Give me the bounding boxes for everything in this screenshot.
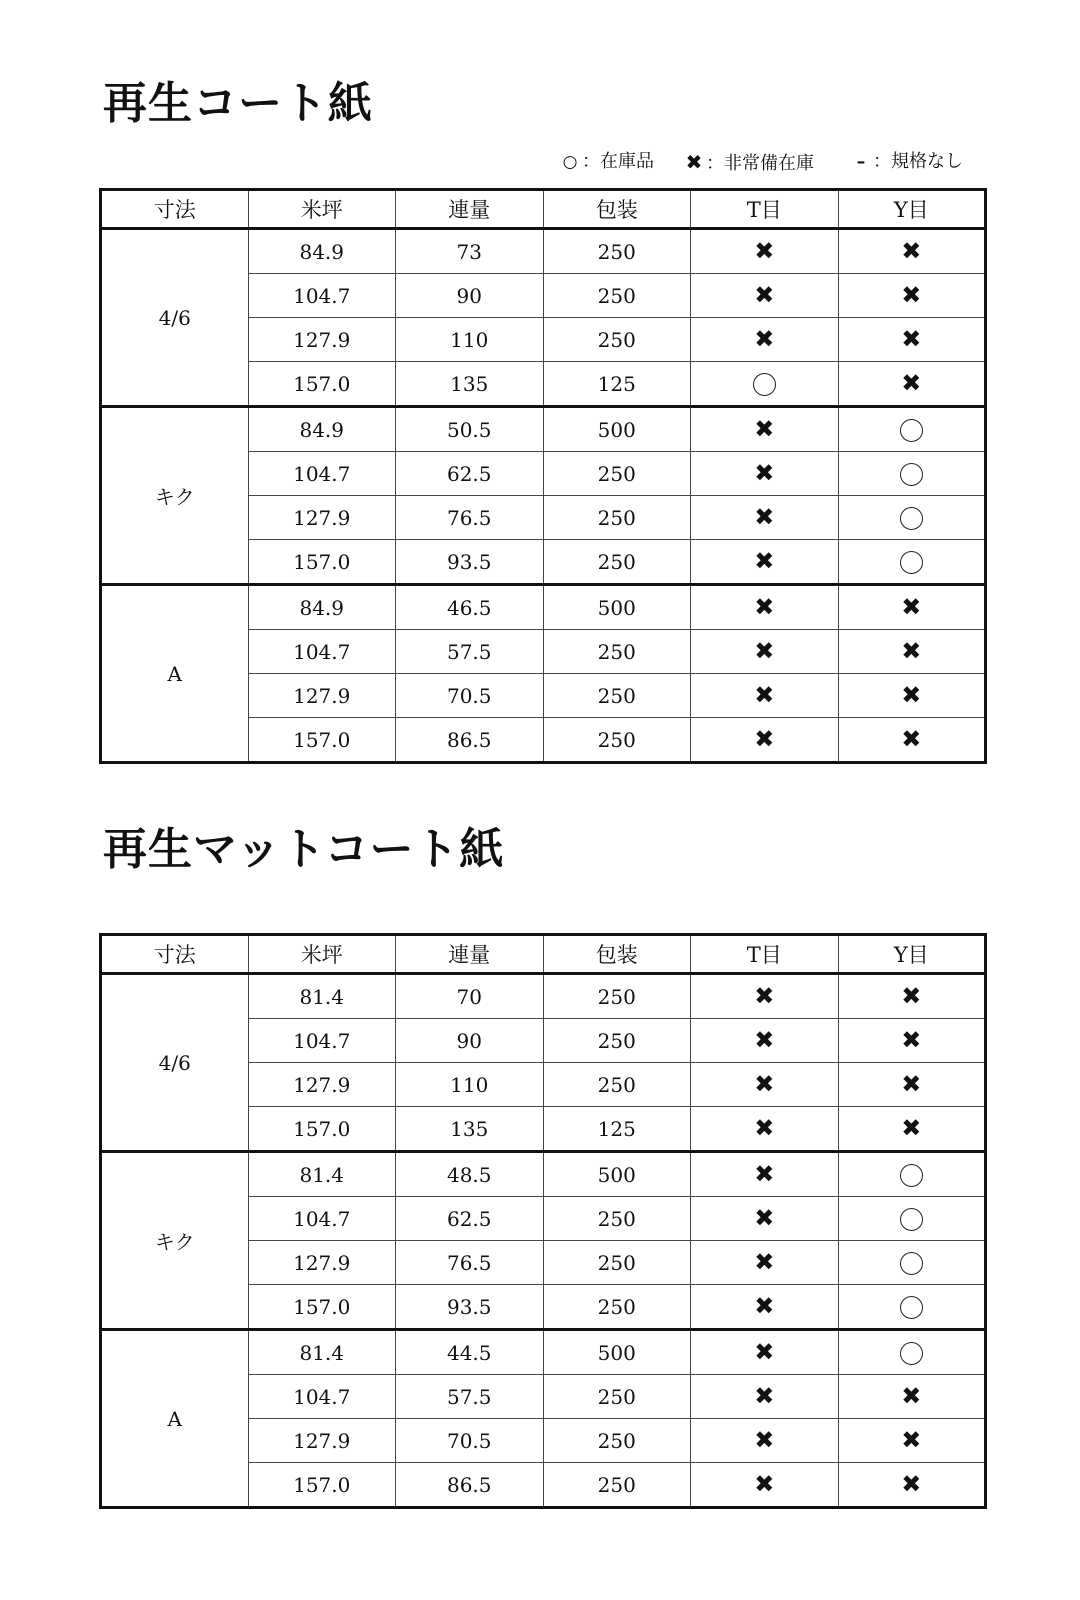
- cross-icon: ✖: [901, 982, 922, 1010]
- table-row: [101, 1330, 986, 1375]
- t-grain-cell: [691, 1241, 839, 1285]
- t-grain-cell: [691, 674, 839, 718]
- col-header-y-grain: Y目: [838, 935, 986, 974]
- basis-weight-cell: 127.9: [248, 1063, 396, 1107]
- col-header-size: 寸法: [101, 935, 249, 974]
- y-grain-cell: [838, 1063, 986, 1107]
- ream-weight-cell: 93.5: [396, 540, 544, 585]
- y-grain-cell: [838, 630, 986, 674]
- basis-weight-cell: 127.9: [248, 496, 396, 540]
- cross-icon: ✖: [754, 547, 775, 575]
- cross-icon: ✖: [754, 325, 775, 353]
- ream-weight-cell: 62.5: [396, 452, 544, 496]
- y-grain-cell: [838, 1152, 986, 1197]
- t-grain-cell: [691, 452, 839, 496]
- cross-icon: ✖: [754, 1070, 775, 1098]
- basis-weight-cell: 157.0: [248, 1285, 396, 1330]
- size-cell: キク: [101, 407, 249, 585]
- ream-weight-cell: 76.5: [396, 496, 544, 540]
- basis-weight-cell: 81.4: [248, 1152, 396, 1197]
- package-cell: 250: [543, 974, 691, 1019]
- t-grain-cell: [691, 318, 839, 362]
- cross-icon: ✖: [901, 1070, 922, 1098]
- circle-icon: [900, 419, 923, 442]
- cross-icon: ✖: [754, 1248, 775, 1276]
- circle-icon: [900, 507, 923, 530]
- package-cell: 250: [543, 1241, 691, 1285]
- y-grain-cell: [838, 974, 986, 1019]
- basis-weight-cell: 84.9: [248, 407, 396, 452]
- cross-icon: ✖: [901, 1382, 922, 1410]
- cross-icon: ✖: [685, 150, 703, 174]
- t-grain-cell: [691, 1063, 839, 1107]
- ream-weight-cell: 73: [396, 229, 544, 274]
- ream-weight-cell: 135: [396, 362, 544, 407]
- t-grain-cell: [691, 274, 839, 318]
- y-grain-cell: [838, 1197, 986, 1241]
- t-grain-cell: [691, 1463, 839, 1508]
- ream-weight-cell: 70.5: [396, 1419, 544, 1463]
- y-grain-cell: [838, 718, 986, 763]
- circle-icon: [900, 463, 923, 486]
- circle-icon: [900, 1342, 923, 1365]
- ream-weight-cell: 44.5: [396, 1330, 544, 1375]
- y-grain-cell: [838, 1330, 986, 1375]
- ream-weight-cell: 93.5: [396, 1285, 544, 1330]
- cross-icon: ✖: [901, 369, 922, 397]
- basis-weight-cell: 104.7: [248, 274, 396, 318]
- table-row: [101, 229, 986, 274]
- cross-icon: ✖: [754, 593, 775, 621]
- legend-no-spec: [851, 149, 963, 175]
- package-cell: 250: [543, 274, 691, 318]
- t-grain-cell: [691, 1419, 839, 1463]
- cross-icon: ✖: [901, 1026, 922, 1054]
- y-grain-cell: [838, 362, 986, 407]
- y-grain-cell: [838, 318, 986, 362]
- basis-weight-cell: 127.9: [248, 318, 396, 362]
- col-header-size: 寸法: [101, 190, 249, 229]
- cross-icon: ✖: [754, 503, 775, 531]
- package-cell: 250: [543, 540, 691, 585]
- col-header-package: 包装: [543, 190, 691, 229]
- package-cell: 500: [543, 1152, 691, 1197]
- cross-icon: ✖: [901, 1114, 922, 1142]
- package-cell: 250: [543, 674, 691, 718]
- package-cell: 125: [543, 1107, 691, 1152]
- package-cell: 250: [543, 1285, 691, 1330]
- ream-weight-cell: 57.5: [396, 1375, 544, 1419]
- package-cell: 250: [543, 1463, 691, 1508]
- circle-icon: [900, 1252, 923, 1275]
- legend-in-stock: [560, 149, 654, 175]
- section-title-recycled-coated: 再生コート紙: [103, 78, 373, 129]
- ream-weight-cell: 110: [396, 318, 544, 362]
- basis-weight-cell: 157.0: [248, 1463, 396, 1508]
- cross-icon: ✖: [901, 281, 922, 309]
- circle-icon: [900, 1208, 923, 1231]
- y-grain-cell: [838, 229, 986, 274]
- basis-weight-cell: 127.9: [248, 1419, 396, 1463]
- legend-not-stocked-label: ：非常備在庫: [706, 153, 814, 174]
- y-grain-cell: [838, 1375, 986, 1419]
- package-cell: 250: [543, 718, 691, 763]
- ream-weight-cell: 50.5: [396, 407, 544, 452]
- package-cell: 250: [543, 1063, 691, 1107]
- circle-icon: [900, 551, 923, 574]
- ream-weight-cell: 70: [396, 974, 544, 1019]
- ream-weight-cell: 110: [396, 1063, 544, 1107]
- ream-weight-cell: 48.5: [396, 1152, 544, 1197]
- col-header-ream-weight: 連量: [396, 190, 544, 229]
- t-grain-cell: [691, 1019, 839, 1063]
- cross-icon: ✖: [901, 593, 922, 621]
- cross-icon: ✖: [754, 1204, 775, 1232]
- package-cell: 500: [543, 407, 691, 452]
- cross-icon: ✖: [901, 725, 922, 753]
- package-cell: 250: [543, 1375, 691, 1419]
- t-grain-cell: [691, 630, 839, 674]
- t-grain-cell: [691, 496, 839, 540]
- cross-icon: ✖: [754, 725, 775, 753]
- size-cell: 4/6: [101, 229, 249, 407]
- col-header-t-grain: T目: [691, 935, 839, 974]
- section-title-recycled-matte-coated: 再生マットコート紙: [103, 824, 505, 875]
- basis-weight-cell: 127.9: [248, 674, 396, 718]
- cross-icon: ✖: [754, 1382, 775, 1410]
- stock-legend: [560, 149, 980, 175]
- t-grain-cell: [691, 1330, 839, 1375]
- ream-weight-cell: 62.5: [396, 1197, 544, 1241]
- dash-icon: –: [856, 152, 866, 172]
- cross-icon: ✖: [754, 1292, 775, 1320]
- col-header-y-grain: Y目: [838, 190, 986, 229]
- t-grain-cell: [691, 718, 839, 763]
- basis-weight-cell: 104.7: [248, 1019, 396, 1063]
- y-grain-cell: [838, 1107, 986, 1152]
- t-grain-cell: [691, 362, 839, 407]
- basis-weight-cell: 84.9: [248, 585, 396, 630]
- col-header-basis-weight: 米坪: [248, 935, 396, 974]
- y-grain-cell: [838, 274, 986, 318]
- basis-weight-cell: 157.0: [248, 1107, 396, 1152]
- package-cell: 250: [543, 1019, 691, 1063]
- cross-icon: ✖: [754, 1470, 775, 1498]
- y-grain-cell: [838, 1241, 986, 1285]
- cross-icon: ✖: [901, 637, 922, 665]
- circle-icon: ○: [562, 152, 578, 172]
- package-cell: 250: [543, 1197, 691, 1241]
- size-cell: A: [101, 585, 249, 763]
- basis-weight-cell: 157.0: [248, 718, 396, 763]
- t-grain-cell: [691, 585, 839, 630]
- cross-icon: ✖: [901, 325, 922, 353]
- package-cell: 500: [543, 1330, 691, 1375]
- table-row: [101, 974, 986, 1019]
- cross-icon: ✖: [901, 1426, 922, 1454]
- basis-weight-cell: 157.0: [248, 540, 396, 585]
- y-grain-cell: [838, 674, 986, 718]
- circle-icon: [900, 1164, 923, 1187]
- basis-weight-cell: 81.4: [248, 1330, 396, 1375]
- t-grain-cell: [691, 229, 839, 274]
- t-grain-cell: [691, 1375, 839, 1419]
- legend-in-stock-label: ：在庫品: [582, 151, 654, 172]
- cross-icon: ✖: [901, 237, 922, 265]
- size-cell: キク: [101, 1152, 249, 1330]
- header-row: [101, 190, 986, 229]
- ream-weight-cell: 76.5: [396, 1241, 544, 1285]
- y-grain-cell: [838, 1019, 986, 1063]
- basis-weight-cell: 157.0: [248, 362, 396, 407]
- package-cell: 500: [543, 585, 691, 630]
- stock-table-recycled-coated: [99, 188, 987, 764]
- y-grain-cell: [838, 1419, 986, 1463]
- y-grain-cell: [838, 540, 986, 585]
- stock-table-recycled-matte-coated: [99, 933, 987, 1509]
- cross-icon: ✖: [754, 1026, 775, 1054]
- y-grain-cell: [838, 585, 986, 630]
- ream-weight-cell: 57.5: [396, 630, 544, 674]
- cross-icon: ✖: [754, 1338, 775, 1366]
- y-grain-cell: [838, 407, 986, 452]
- table-row: [101, 585, 986, 630]
- cross-icon: ✖: [754, 237, 775, 265]
- ream-weight-cell: 86.5: [396, 1463, 544, 1508]
- header-row: [101, 935, 986, 974]
- ream-weight-cell: 135: [396, 1107, 544, 1152]
- t-grain-cell: [691, 1107, 839, 1152]
- t-grain-cell: [691, 1152, 839, 1197]
- cross-icon: ✖: [754, 681, 775, 709]
- ream-weight-cell: 46.5: [396, 585, 544, 630]
- package-cell: 125: [543, 362, 691, 407]
- y-grain-cell: [838, 1463, 986, 1508]
- circle-icon: [900, 1296, 923, 1319]
- package-cell: 250: [543, 229, 691, 274]
- ream-weight-cell: 70.5: [396, 674, 544, 718]
- basis-weight-cell: 104.7: [248, 1197, 396, 1241]
- cross-icon: ✖: [754, 1114, 775, 1142]
- cross-icon: ✖: [754, 415, 775, 443]
- t-grain-cell: [691, 1285, 839, 1330]
- package-cell: 250: [543, 318, 691, 362]
- basis-weight-cell: 81.4: [248, 974, 396, 1019]
- basis-weight-cell: 104.7: [248, 630, 396, 674]
- cross-icon: ✖: [754, 637, 775, 665]
- col-header-basis-weight: 米坪: [248, 190, 396, 229]
- basis-weight-cell: 104.7: [248, 452, 396, 496]
- cross-icon: ✖: [754, 982, 775, 1010]
- size-cell: A: [101, 1330, 249, 1508]
- basis-weight-cell: 84.9: [248, 229, 396, 274]
- table-row: [101, 1152, 986, 1197]
- package-cell: 250: [543, 496, 691, 540]
- t-grain-cell: [691, 407, 839, 452]
- y-grain-cell: [838, 496, 986, 540]
- cross-icon: ✖: [901, 1470, 922, 1498]
- legend-not-stocked: [684, 149, 814, 177]
- t-grain-cell: [691, 974, 839, 1019]
- package-cell: 250: [543, 630, 691, 674]
- basis-weight-cell: 127.9: [248, 1241, 396, 1285]
- cross-icon: ✖: [754, 281, 775, 309]
- col-header-ream-weight: 連量: [396, 935, 544, 974]
- size-cell: 4/6: [101, 974, 249, 1152]
- col-header-t-grain: T目: [691, 190, 839, 229]
- basis-weight-cell: 104.7: [248, 1375, 396, 1419]
- col-header-package: 包装: [543, 935, 691, 974]
- cross-icon: ✖: [754, 459, 775, 487]
- table-row: [101, 407, 986, 452]
- cross-icon: ✖: [754, 1426, 775, 1454]
- cross-icon: ✖: [754, 1160, 775, 1188]
- y-grain-cell: [838, 452, 986, 496]
- legend-no-spec-label: ：規格なし: [873, 151, 963, 172]
- circle-icon: [753, 373, 776, 396]
- y-grain-cell: [838, 1285, 986, 1330]
- package-cell: 250: [543, 452, 691, 496]
- package-cell: 250: [543, 1419, 691, 1463]
- cross-icon: ✖: [901, 681, 922, 709]
- t-grain-cell: [691, 540, 839, 585]
- ream-weight-cell: 90: [396, 1019, 544, 1063]
- t-grain-cell: [691, 1197, 839, 1241]
- ream-weight-cell: 86.5: [396, 718, 544, 763]
- ream-weight-cell: 90: [396, 274, 544, 318]
